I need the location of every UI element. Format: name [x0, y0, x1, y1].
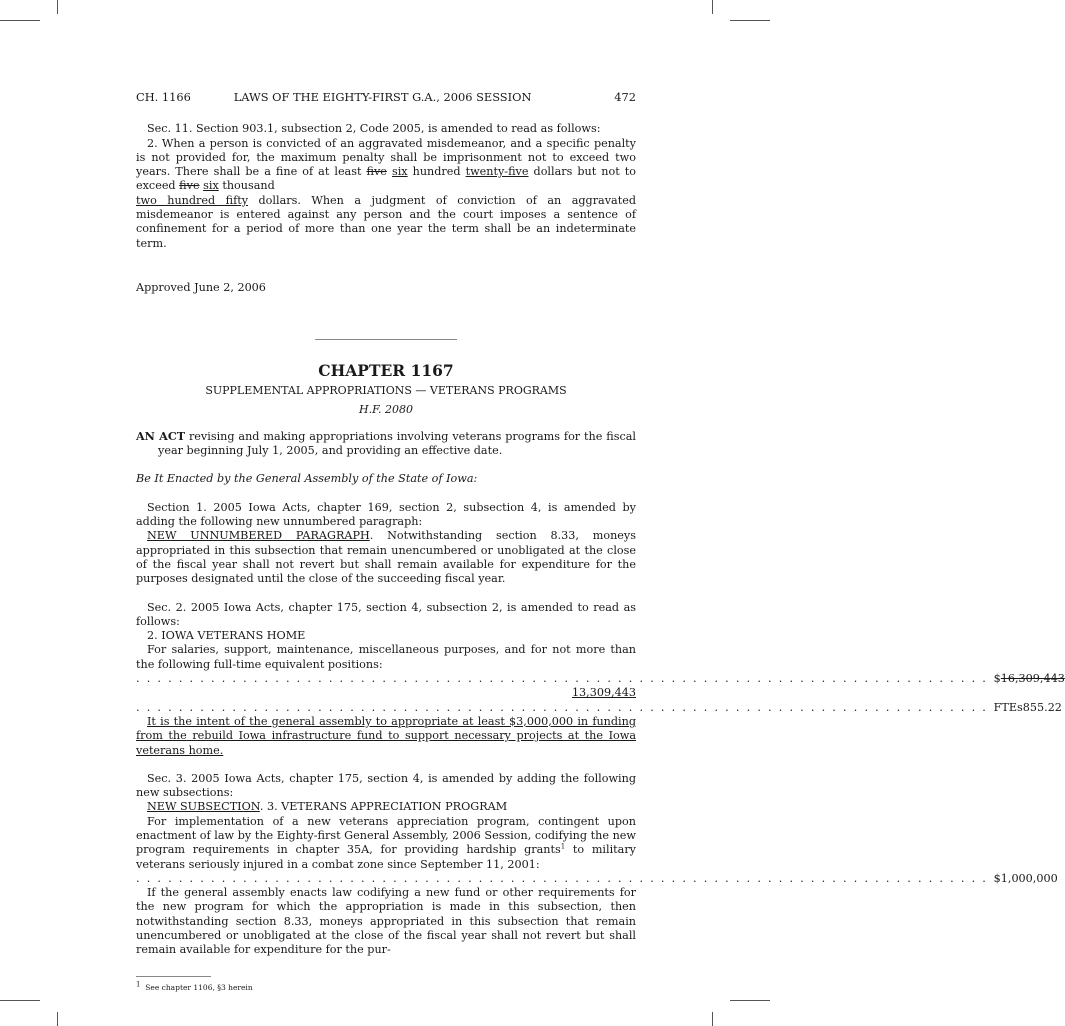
section2-heading: 2. IOWA VETERANS HOME — [147, 629, 306, 643]
chapter-subtitle: SUPPLEMENTAL APPROPRIATIONS — VETERANS PROGRAMS — [205, 384, 567, 398]
footnote-rule — [136, 976, 211, 977]
crop-mark — [712, 1012, 713, 1026]
inserted-text: six — [203, 179, 219, 193]
crop-mark — [0, 1000, 40, 1001]
section3-body: For implementation of a new veterans appreciation program, contingent upon enactment of law by the Eighty-first General Assembly, 2006 Session, codifying the new program requirements in chapter 35A, for providing hardship grants$^1$ to military veterans seriously injured in a combat zone since September 11, 2001: — [136, 814, 636, 871]
section2-intent: It is the intent of the general assembly to appropriate at least $3,000,000 in funding from the rebuild Iowa infrastructure fund to support necessary projects at the Iowa veterans home. — [136, 714, 636, 757]
sec11-body: 2. When a person is convicted of an aggravated misdemeanor, and a specific penalty is not provided for, the maximum penalty shall be imprisonment not to exceed two years. There shall be a fine of at least five six hundred twenty-five dollars but not to exceed five six thousand two hundred fifty dollars. When a judgment of conviction of an aggravated misdemeanor is entered against any person and the court imposes a sentence of confinement for a period of more than one year the term shall be an indeterminate term. — [136, 136, 636, 250]
header-page-number: 472 — [614, 90, 636, 104]
header-chapter: CH. 1166 — [136, 90, 191, 104]
inserted-text: two hundred fifty — [136, 193, 249, 207]
footnote-ref: 1 — [560, 842, 566, 851]
sec11-intro: Sec. 11. Section 903.1, subsection 2, Code 2005, is amended to read as follows: — [147, 122, 601, 136]
section3-heading: NEW SUBSECTION. 3. VETERANS APPRECIATION PROGRAM — [147, 800, 508, 814]
section3-intro: Sec. 3. 2005 Iowa Acts, chapter 175, section 4, is amended by adding the following new subsections: — [136, 771, 636, 800]
crop-mark — [712, 0, 713, 14]
crop-mark — [57, 1012, 58, 1026]
appropriation-amount: 1,000,000 — [1000, 871, 1058, 885]
enacting-clause: Be It Enacted by the General Assembly of the State of Iowa: — [136, 472, 478, 486]
appropriation-line: . . . . . . . . . . . . . . . . . . . . . . . . . . . . . . . . . . . . . . . . . . . . . . . . . . . . . . . . . . . . . . . . . . . . . . . . . . . . . . . . $ 16,309,443 — [136, 672, 1065, 686]
document-page — [136, 90, 1065, 995]
inserted-amount: 13,309,443 — [571, 686, 636, 700]
appropriation-line: . . . . . . . . . . . . . . . . . . . . . . . . . . . . . . . . . . . . . . . . . . . . . . . . . . . . . . . . . . . . . . . . . . . . . . . . . . . . . . . . $ 1,000,000 — [136, 871, 1058, 885]
approved-date: Approved June 2, 2006 — [136, 280, 266, 294]
crop-mark — [57, 0, 58, 14]
inserted-text: six — [391, 165, 408, 179]
inserted-text: twenty-five — [465, 165, 529, 179]
section2-intro: Sec. 2. 2005 Iowa Acts, chapter 175, section 4, subsection 2, is amended to read as follows: — [136, 600, 636, 628]
footnote: $^1$ See chapter 1106, §3 herein — [136, 980, 253, 992]
chapter-bill-number: H.F. 2080 — [359, 402, 413, 416]
crop-mark — [730, 20, 770, 21]
header-title: LAWS OF THE EIGHTY-FIRST G.A., 2006 SESSION — [233, 90, 532, 104]
struck-text: five — [366, 165, 387, 179]
crop-mark — [0, 20, 40, 21]
section1-intro: Section 1. 2005 Iowa Acts, chapter 169, section 2, subsection 4, is amended by adding the following new unnumbered paragraph: — [136, 500, 636, 529]
act-title: AN ACT revising and making appropriations involving veterans programs for the fiscal year beginning July 1, 2005, and providing an effective date. — [136, 428, 636, 458]
struck-text: five — [179, 179, 200, 193]
fte-line: . . . . . . . . . . . . . . . . . . . . . . . . . . . . . . . . . . . . . . . . . . . . . . . . . . . . . . . . . . . . . . . . . . . . . . . . . . . . . . . . FTEs 855.22 — [136, 700, 1062, 714]
section1-body: NEW UNNUMBERED PARAGRAPH. Notwithstanding section 8.33, moneys appropriated in this subsection that remain unencumbered or unobligated at the close of the fiscal year shall not revert but shall remain available for expenditure for the purposes designated until the close of the succeeding fiscal year. — [136, 529, 636, 586]
crop-mark — [730, 1000, 770, 1001]
fte-value: 855.22 — [1022, 700, 1062, 714]
chapter-title: CHAPTER 1167 — [318, 361, 454, 381]
running-header — [136, 90, 636, 104]
section-divider — [315, 339, 457, 340]
section2-purpose: For salaries, support, maintenance, miscellaneous purposes, and for not more than the following full-time equivalent positions: — [136, 643, 636, 671]
section3-closing: If the general assembly enacts law codifying a new fund or other requirements for the new program for which the appropriation is made in this subsection, then notwithstanding section 8.33, moneys appropriated in this subsection that remain unencumbered or unobligated at the close of the fiscal year shall not revert but shall remain available for expenditure for the pur- — [136, 886, 636, 957]
struck-amount: 16,309,443 — [1000, 672, 1065, 686]
